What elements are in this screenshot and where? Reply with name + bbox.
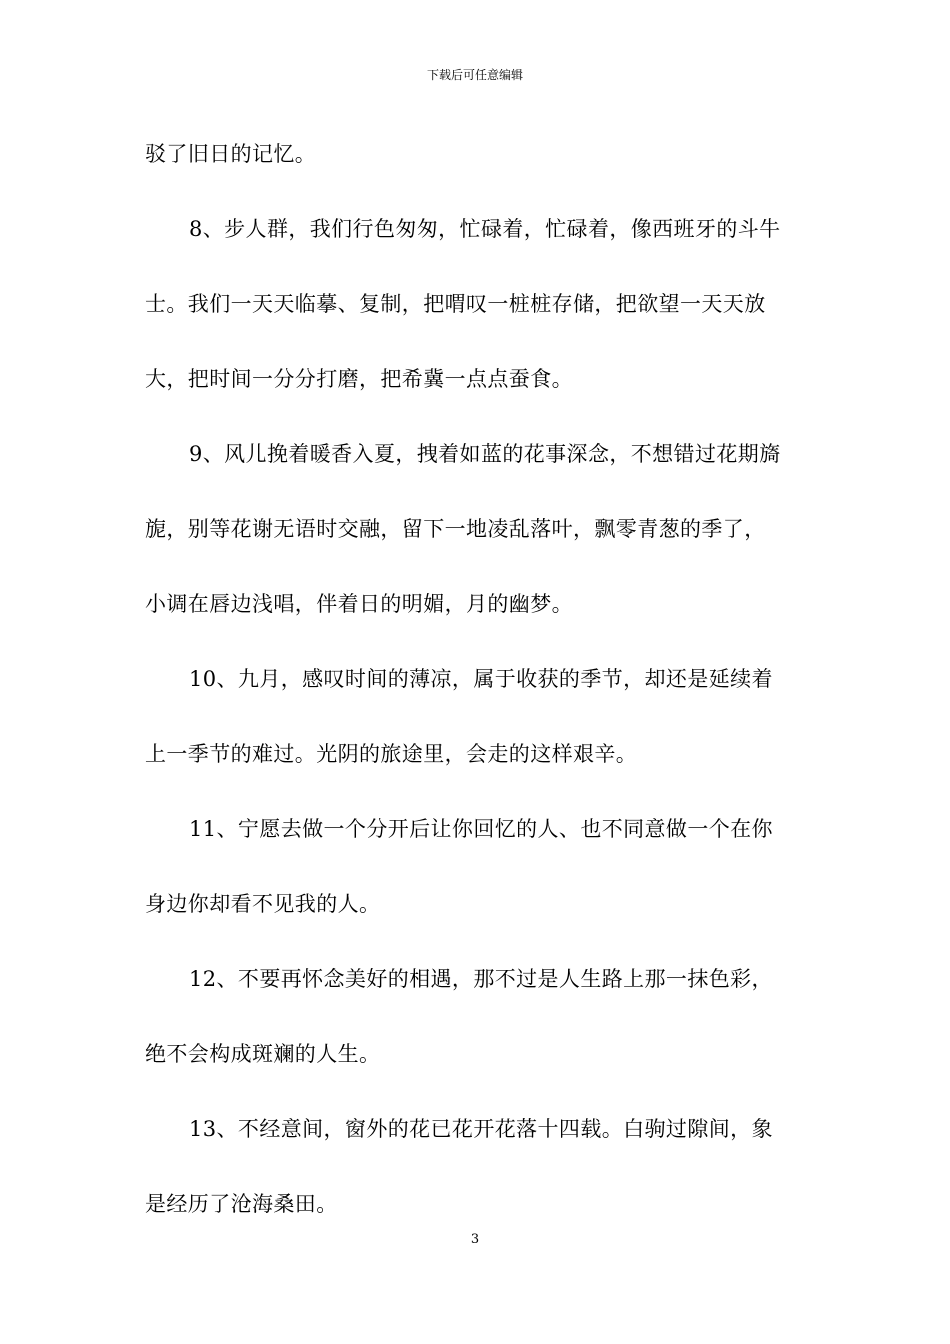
text-line: 绝不会构成斑斓的人生。 [145,1042,381,1066]
text-line: 13、不经意间，窗外的花已花开花落十四载。白驹过隙间，象 [189,1117,773,1141]
text-line: 士。我们一天天临摹、复制，把喟叹一桩桩存储，把欲望一天天放 [145,292,766,316]
text-line: 12、不要再怀念美好的相遇，那不过是人生路上那一抹色彩， [189,967,773,991]
text-line: 上一季节的难过。光阴的旅途里，会走的这样艰辛。 [145,742,638,766]
text-line: 大，把时间一分分打磨，把希冀一点点蚕食。 [145,367,573,391]
text-line: 小调在唇边浅唱，伴着日的明媚，月的幽梦。 [145,592,573,616]
text-line: 9、风儿挽着暖香入夏，拽着如蓝的花事深念，不想错过花期旖 [189,442,781,466]
page-number: 3 [470,1232,480,1247]
text-line: 旎，别等花谢无语时交融，留下一地凌乱落叶，飘零青葱的季了， [145,517,766,541]
text-line: 是经历了沧海桑田。 [145,1192,338,1216]
text-line: 10、九月，感叹时间的薄凉，属于收获的季节，却还是延续着 [189,667,773,691]
text-line: 身边你却看不见我的人。 [145,892,381,916]
text-line: 驳了旧日的记忆。 [145,142,317,166]
text-line: 11、宁愿去做一个分开后让你回忆的人、也不同意做一个在你 [189,817,773,841]
page-header: 下载后可任意编辑 [426,68,523,82]
text-line: 8、步人群，我们行色匆匆，忙碌着，忙碌着，像西班牙的斗牛 [189,217,781,241]
document-body [145,128,807,1253]
